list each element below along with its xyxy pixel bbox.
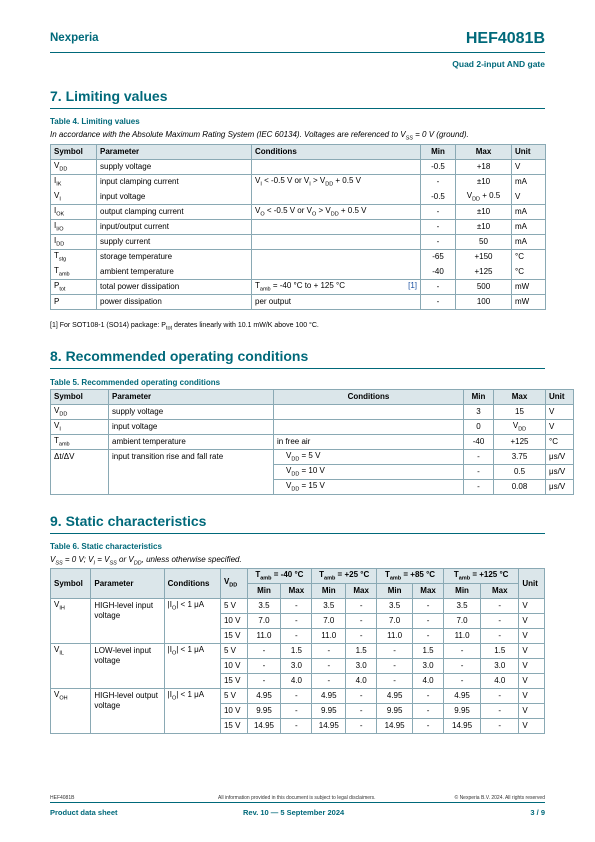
footer-revision: Rev. 10 — 5 September 2024: [243, 808, 345, 817]
table-row: Δt/ΔV input transition rise and fall rate $V_{DD} = 5$ V - 3.75 μs/V: [51, 450, 574, 465]
table-header-row: Symbol Parameter Conditions Min Max Unit: [51, 390, 574, 405]
page-number: 3 / 9: [530, 808, 545, 817]
brand-name: Nexperia: [50, 32, 99, 44]
table-row: $V_{DD} = 10$ V - 0.5 μs/V: [51, 465, 574, 480]
table-header-row: Symbol Parameter Conditions Min Max Unit: [51, 145, 546, 160]
table-row: $I_{I/O}$ input/output current - ±10 mA: [51, 220, 546, 235]
table-row: $V_{IL}$ LOW-level input voltage $|I_O| < 1$ μA 5 V - 1.5 - 1.5 - 1.5 - 1.5 V: [51, 644, 545, 659]
table-row: P power dissipation per output - 100 mW: [51, 295, 546, 310]
table-row: 15 V 11.0 - 11.0 - 11.0 - 11.0 - V: [51, 629, 545, 644]
doc-subtitle: Quad 2-input AND gate: [452, 59, 545, 69]
table-row: $V_{DD}$ supply voltage -0.5 +18 V: [51, 160, 546, 175]
table-6-caption: Table 6. Static characteristics: [50, 542, 162, 551]
table-row: $P_{tot}$ total power dissipation $T_{amb} = -40$ °C to + 125 °C [1] - 500 mW: [51, 280, 546, 295]
limiting-values-table: [50, 144, 546, 310]
table-header-row: Min Max Min Max Min Max Min Max: [51, 584, 545, 599]
table-row: $V_I$ input voltage 0 $V_{DD}$ V: [51, 420, 574, 435]
table-row: $V_I$ input voltage -0.5 $V_{DD} + 0.5$ V: [51, 190, 546, 205]
table-row: $V_{IH}$ HIGH-level input voltage $|I_O| < 1$ μA 5 V 3.5 - 3.5 - 3.5 - 3.5 - V: [51, 599, 545, 614]
section-7-title: 7. Limiting values: [50, 88, 168, 104]
section-9-title: 9. Static characteristics: [50, 513, 207, 529]
table-row: $T_{stg}$ storage temperature -65 +150 °C: [51, 250, 546, 265]
footer-doc-id: HEF4081B: [50, 795, 75, 801]
static-characteristics-table: [50, 568, 545, 734]
table-row: $I_{DD}$ supply current - 50 mA: [51, 235, 546, 250]
table-row: $V_{OH}$ HIGH-level output voltage $|I_O| < 1$ μA 5 V 4.95 - 4.95 - 4.95 - 4.95 - V: [51, 689, 545, 704]
footer-disclaimer: All information provided in this document is subject to legal disclaimers.: [218, 795, 376, 801]
table-6-subtitle: $V_{SS} = 0$ V; $V_I = V_{SS}$ or $V_{DD}$, unless otherwise specified.: [50, 555, 242, 567]
footer-copyright: © Nexperia B.V. 2024. All rights reserved: [454, 795, 545, 801]
section-9-rule: [50, 533, 545, 534]
table-row: $T_{amb}$ ambient temperature -40 +125 °C: [51, 265, 546, 280]
table-row: $I_{IK}$ input clamping current $V_I < -0.5$ V or $V_I > V_{DD} + 0.5$ V - ±10 mA: [51, 175, 546, 190]
operating-conditions-table: [50, 389, 574, 495]
section-8-title: 8. Recommended operating conditions: [50, 348, 309, 364]
section-8-rule: [50, 368, 545, 369]
footnote-link[interactable]: [1]: [408, 280, 417, 290]
table-row: 10 V - 3.0 - 3.0 - 3.0 - 3.0 V: [51, 659, 545, 674]
table-5-caption: Table 5. Recommended operating conditions: [50, 378, 221, 387]
table-header-row: Symbol Parameter Conditions $V_{DD}$ $T_{amb} = -40$ °C $T_{amb} = +25$ °C $T_{amb} = +85$ °C $T_{amb} = +125$ °C Unit: [51, 569, 545, 584]
table-row: $V_{DD}$ supply voltage 3 15 V: [51, 405, 574, 420]
table-4-caption: Table 4. Limiting values: [50, 117, 140, 126]
table-row: 15 V 14.95 - 14.95 - 14.95 - 14.95 - V: [51, 719, 545, 734]
section-7-rule: [50, 108, 545, 109]
footer-rule: [50, 802, 545, 803]
header-rule: [50, 52, 545, 53]
footer-doc-type: Product data sheet: [50, 808, 118, 817]
table-row: 10 V 9.95 - 9.95 - 9.95 - 9.95 - V: [51, 704, 545, 719]
table-row: 10 V 7.0 - 7.0 - 7.0 - 7.0 - V: [51, 614, 545, 629]
footnote: [1] For SOT108-1 (SO14) package: $P_{tot}$ derates linearly with 10.1 mW/K above 100 °C.: [50, 322, 319, 332]
table-row: $T_{amb}$ ambient temperature in free air -40 +125 °C: [51, 435, 574, 450]
table-row: $V_{DD} = 15$ V - 0.08 μs/V: [51, 480, 574, 495]
table-4-subtitle: In accordance with the Absolute Maximum Rating System (IEC 60134). Voltages are referenced to $V_{SS} = 0$ V (ground).: [50, 130, 469, 142]
table-row: $I_{OK}$ output clamping current $V_O < -0.5$ V or $V_O > V_{DD} + 0.5$ V - ±10 mA: [51, 205, 546, 220]
table-row: 15 V - 4.0 - 4.0 - 4.0 - 4.0 V: [51, 674, 545, 689]
part-number: HEF4081B: [465, 30, 545, 47]
